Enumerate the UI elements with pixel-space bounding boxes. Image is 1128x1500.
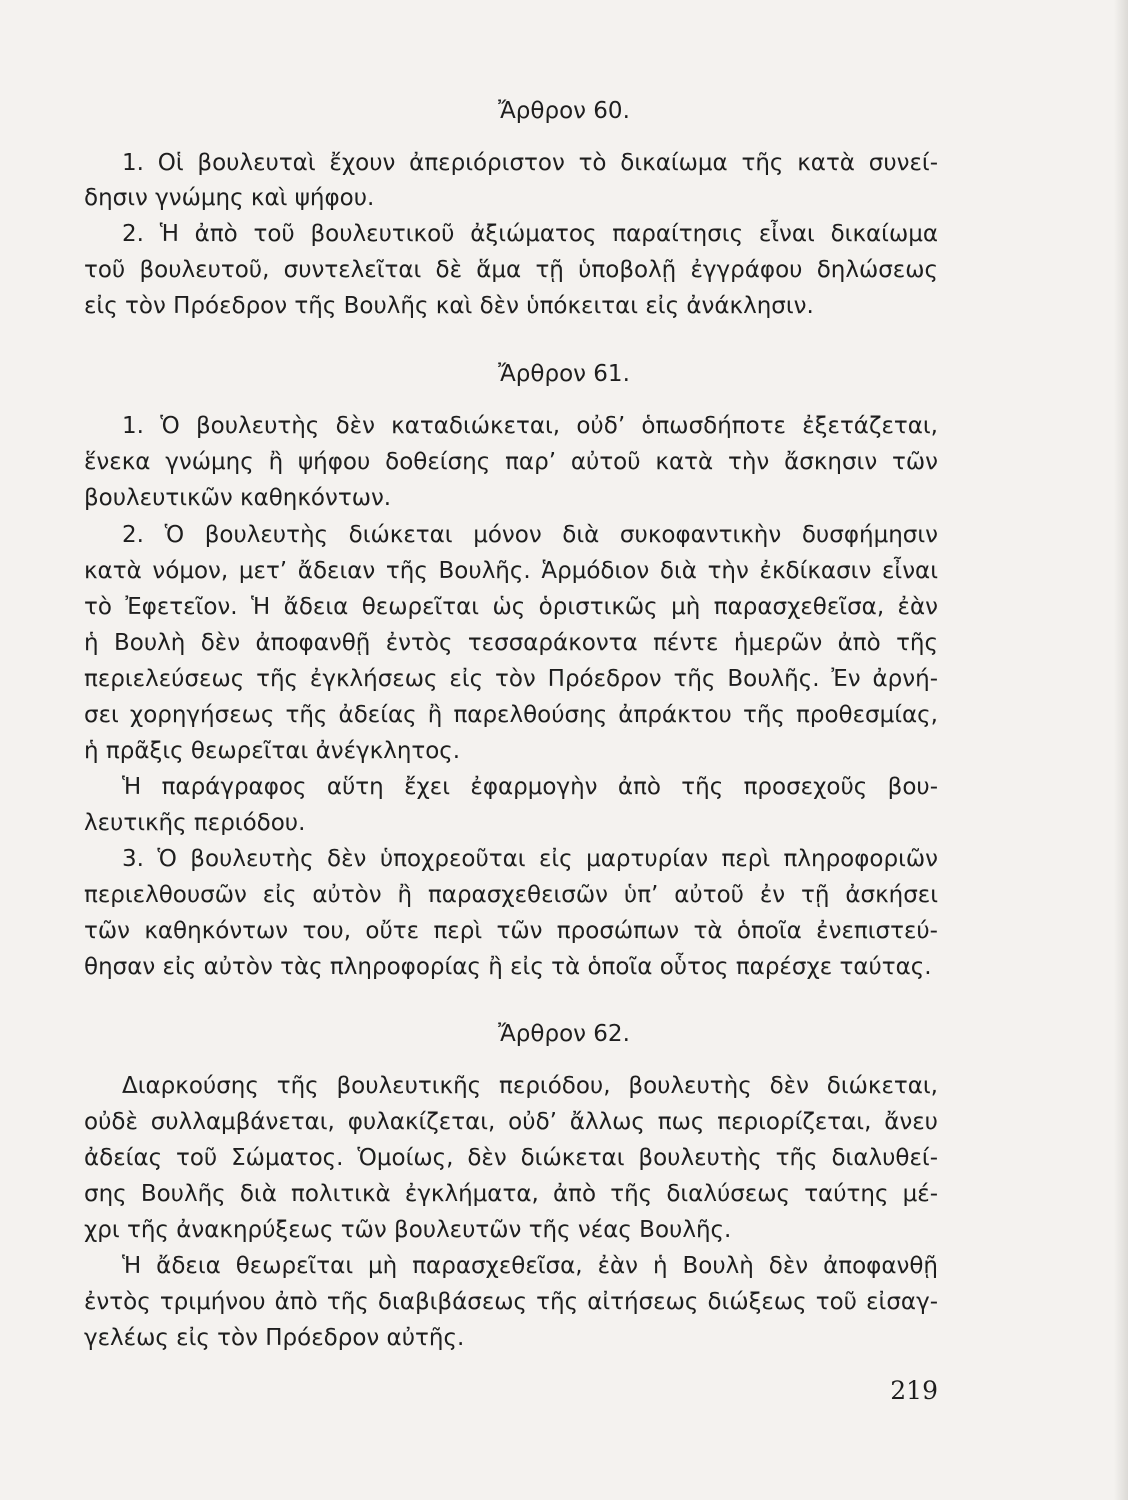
- article-62-line: ἐντὸς τριμήνου ἀπὸ τῆς διαβιβάσεως τῆς αἰτήσεως διώξεως τοῦ εἰσαγ-: [84, 1289, 938, 1315]
- article-61-line: περιελθουσῶν εἰς αὐτὸν ἢ παρασχεθεισῶν ὑπ’ αὐτοῦ ἐν τῇ ἀσκήσει: [84, 882, 938, 908]
- article-60-line: 1. Οἱ βουλευταὶ ἔχουν ἀπεριόριστον τὸ δικαίωμα τῆς κατὰ συνεί-: [122, 150, 938, 176]
- article-61-line: Ἡ παράγραφος αὕτη ἔχει ἐφαρμογὴν ἀπὸ τῆς προσεχοῦς βου-: [122, 774, 938, 800]
- article-62-line: οὐδὲ συλλαμβάνεται, φυλακίζεται, οὐδ’ ἄλλως πως περιορίζεται, ἄνευ: [84, 1109, 938, 1135]
- article-62-line: Ἡ ἄδεια θεωρεῖται μὴ παρασχεθεῖσα, ἐὰν ἡ Βουλὴ δὲν ἀποφανθῇ: [122, 1253, 938, 1279]
- article-61-line: σει χορηγήσεως τῆς ἀδείας ἢ παρελθούσης ἀπράκτου τῆς προθεσμίας,: [84, 702, 938, 728]
- article-61-line: κατὰ νόμον, μετ’ ἄδειαν τῆς Βουλῆς. Ἁρμόδιον διὰ τὴν ἐκδίκασιν εἶναι: [84, 558, 938, 584]
- article-61-line: βουλευτικῶν καθηκόντων.: [84, 485, 392, 511]
- article-60-line: τοῦ βουλευτοῦ, συντελεῖται δὲ ἅμα τῇ ὑποβολῇ ἐγγράφου δηλώσεως: [84, 257, 938, 283]
- article-62-heading: Ἄρθρον 62.: [498, 1021, 630, 1047]
- article-61-line: τῶν καθηκόντων του, οὔτε περὶ τῶν προσώπων τὰ ὁποῖα ἐνεπιστεύ-: [84, 918, 938, 944]
- article-62-line: γελέως εἰς τὸν Πρόεδρον αὐτῆς.: [84, 1325, 465, 1351]
- article-61-line: ἡ Βουλὴ δὲν ἀποφανθῇ ἐντὸς τεσσαράκοντα πέντε ἡμερῶν ἀπὸ τῆς: [84, 630, 938, 656]
- article-61-line: λευτικῆς περιόδου.: [84, 810, 306, 836]
- article-62-line: Διαρκούσης τῆς βουλευτικῆς περιόδου, βουλευτὴς δὲν διώκεται,: [122, 1073, 938, 1099]
- article-61-heading: Ἄρθρον 61.: [498, 361, 630, 387]
- article-61-line: θησαν εἰς αὐτὸν τὰς πληροφορίας ἢ εἰς τὰ ὁποῖα οὗτος παρέσχε ταύτας.: [84, 954, 932, 980]
- article-62-line: σης Βουλῆς διὰ πολιτικὰ ἐγκλήματα, ἀπὸ τῆς διαλύσεως ταύτης μέ-: [84, 1181, 938, 1207]
- article-60-line: δησιν γνώμης καὶ ψήφου.: [84, 185, 375, 211]
- article-61-line: ἡ πρᾶξις θεωρεῖται ἀνέγκλητος.: [84, 738, 461, 764]
- article-62-line: ἀδείας τοῦ Σώματος. Ὁμοίως, δὲν διώκεται βουλευτὴς τῆς διαλυθεί-: [84, 1145, 938, 1171]
- article-61-line: 3. Ὁ βουλευτὴς δὲν ὑποχρεοῦται εἰς μαρτυρίαν περὶ πληροφοριῶν: [122, 846, 938, 872]
- article-62-line: χρι τῆς ἀνακηρύξεως τῶν βουλευτῶν τῆς νέας Βουλῆς.: [84, 1217, 732, 1243]
- article-60-line: 2. Ἡ ἀπὸ τοῦ βουλευτικοῦ ἀξιώματος παραίτησις εἶναι δικαίωμα: [122, 221, 938, 247]
- article-60-heading: Ἄρθρον 60.: [498, 98, 630, 124]
- article-61-line: τὸ Ἐφετεῖον. Ἡ ἄδεια θεωρεῖται ὡς ὁριστικῶς μὴ παρασχεθεῖσα, ἐὰν: [84, 594, 938, 620]
- page-number: 219: [890, 1376, 938, 1405]
- article-61-line: 1. Ὁ βουλευτὴς δὲν καταδιώκεται, οὐδ’ ὁπωσδήποτε ἐξετάζεται,: [122, 413, 938, 439]
- article-61-line: περιελεύσεως τῆς ἐγκλήσεως εἰς τὸν Πρόεδρον τῆς Βουλῆς. Ἐν ἀρνή-: [84, 666, 938, 692]
- scan-edge: [1114, 0, 1128, 1500]
- article-61-line: ἕνεκα γνώμης ἢ ψήφου δοθείσης παρ’ αὐτοῦ κατὰ τὴν ἄσκησιν τῶν: [84, 449, 938, 475]
- article-60-line: εἰς τὸν Πρόεδρον τῆς Βουλῆς καὶ δὲν ὑπόκειται εἰς ἀνάκλησιν.: [84, 293, 814, 319]
- article-61-line: 2. Ὁ βουλευτὴς διώκεται μόνον διὰ συκοφαντικὴν δυσφήμησιν: [122, 522, 938, 548]
